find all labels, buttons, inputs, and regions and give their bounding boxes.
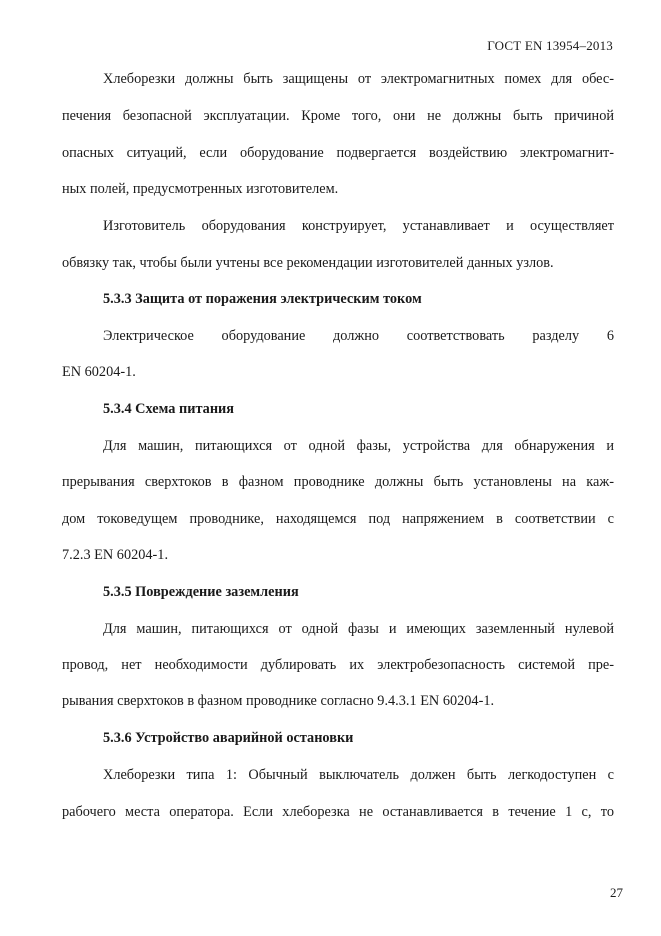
text-line: рабочего места оператора. Если хлеборезка не останавливается в течение 1 с, то xyxy=(62,804,614,820)
text-line: Хлеборезки должны быть защищены от электромагнитных помех для обес- xyxy=(103,71,614,87)
section-heading: 5.3.6 Устройство аварийной остановки xyxy=(103,730,354,746)
document-header: ГОСТ EN 13954–2013 xyxy=(487,38,613,53)
text-line: печения безопасной эксплуатации. Кроме того, они не должны быть причиной xyxy=(62,108,614,124)
text-line: ных полей, предусмотренных изготовителем. xyxy=(62,181,339,197)
text-line: Электрическое оборудование должно соответствовать разделу 6 xyxy=(103,328,614,344)
text-line: обвязку так, чтобы были учтены все рекомендации изготовителей данных узлов. xyxy=(62,255,554,271)
section-heading: 5.3.4 Схема питания xyxy=(103,401,235,417)
section-heading: 5.3.3 Защита от поражения электрическим током xyxy=(103,291,422,307)
text-line: Для машин, питающихся от одной фазы, устройства для обнаружения и xyxy=(103,438,614,454)
text-line: рывания сверхтоков в фазном проводнике согласно 9.4.3.1 EN 60204-1. xyxy=(62,693,495,709)
text-line: провод, нет необходимости дублировать их электробезопасность системой пре- xyxy=(62,657,614,673)
text-line: опасных ситуаций, если оборудование подвергается воздействию электромагнит- xyxy=(62,145,614,161)
text-line: Изготовитель оборудования конструирует, устанавливает и осуществляет xyxy=(103,218,614,234)
section-heading: 5.3.5 Повреждение заземления xyxy=(103,584,299,600)
text-line: прерывания сверхтоков в фазном проводнике должны быть установлены на каж- xyxy=(62,474,614,490)
text-line: Хлеборезки типа 1: Обычный выключатель должен быть легкодоступен с xyxy=(103,767,614,783)
text-line: 7.2.3 EN 60204-1. xyxy=(62,547,169,563)
text-line: Для машин, питающихся от одной фазы и имеющих заземленный нулевой xyxy=(103,621,614,637)
text-line: EN 60204-1. xyxy=(62,364,136,380)
page-number: 27 xyxy=(610,885,623,900)
text-line: дом токоведущем проводнике, находящемся под напряжением в соответствии с xyxy=(62,511,614,527)
